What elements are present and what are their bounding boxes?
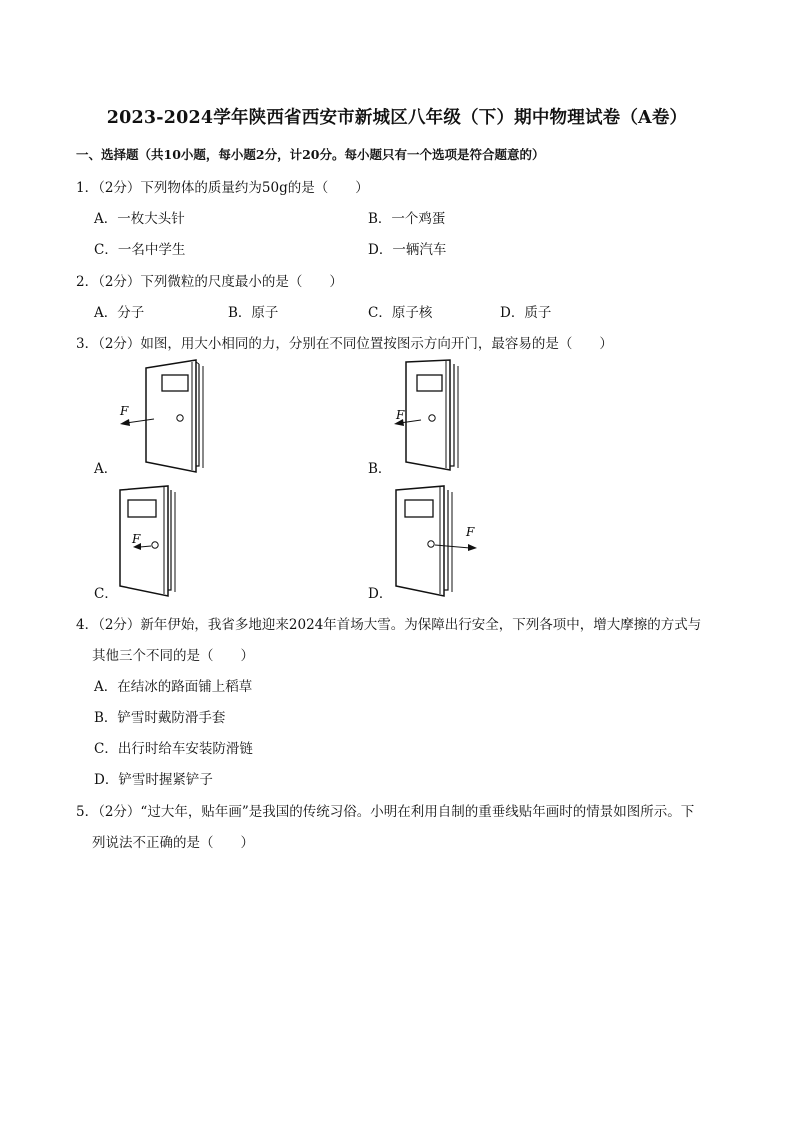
q4-option-c: C．出行时给车安装防滑链 xyxy=(94,741,253,757)
q5-stem-line2: 列说法不正确的是（ ） xyxy=(92,835,254,851)
q4-stem-line2: 其他三个不同的是（ ） xyxy=(92,648,254,664)
q3-figure-d-force-label: F xyxy=(466,525,475,539)
q2-option-a: A．分子 xyxy=(94,305,145,321)
q2-option-c: C．原子核 xyxy=(368,305,433,321)
q3-stem: 3．（2分）如图，用大小相同的力，分别在不同位置按图示方向开门，最容易的是（ ） xyxy=(76,336,613,352)
q4-option-d: D．铲雪时握紧铲子 xyxy=(94,772,213,788)
exam-title: 2023-2024学年陕西省西安市新城区八年级（下）期中物理试卷（A卷） xyxy=(106,108,688,128)
q1-option-c: C．一名中学生 xyxy=(94,242,186,258)
q3-option-d: D． xyxy=(368,586,393,602)
q4-stem-line1: 4．（2分）新年伊始，我省多地迎来2024年首场大雪。为保障出行安全，下列各项中，增大摩擦的方式与 xyxy=(76,617,702,633)
q3-figure-d xyxy=(388,484,498,600)
q1-stem: 1．（2分）下列物体的质量约为50g的是（ ） xyxy=(76,180,369,196)
q1-option-a: A．一枚大头针 xyxy=(94,211,185,227)
q3-option-c: C． xyxy=(94,586,118,602)
q3-figure-a xyxy=(108,358,218,474)
q3-option-b: B． xyxy=(368,461,392,477)
q2-option-b: B．原子 xyxy=(228,305,279,321)
q2-stem: 2．（2分）下列微粒的尺度最小的是（ ） xyxy=(76,274,343,290)
q3-option-a: A． xyxy=(94,461,118,477)
q3-figure-c xyxy=(110,484,220,600)
q1-option-d: D．一辆汽车 xyxy=(368,242,447,258)
q1-option-b: B．一个鸡蛋 xyxy=(368,211,446,227)
q5-stem-line1: 5．（2分）“过大年，贴年画”是我国的传统习俗。小明在利用自制的重垂线贴年画时的情景如图所示。下 xyxy=(76,804,695,820)
q4-option-b: B．铲雪时戴防滑手套 xyxy=(94,710,226,726)
q3-figure-b xyxy=(384,358,494,474)
q2-option-d: D．质子 xyxy=(500,305,552,321)
q3-figure-a-force-label: F xyxy=(120,404,129,418)
section-heading: 一、选择题（共10小题，每小题2分，计20分。每小题只有一个选项是符合题意的） xyxy=(76,147,545,162)
q3-figure-c-force-label: F xyxy=(132,532,141,546)
q4-option-a: A．在结冰的路面铺上稻草 xyxy=(94,679,253,695)
q3-figure-b-force-label: F xyxy=(396,408,405,422)
